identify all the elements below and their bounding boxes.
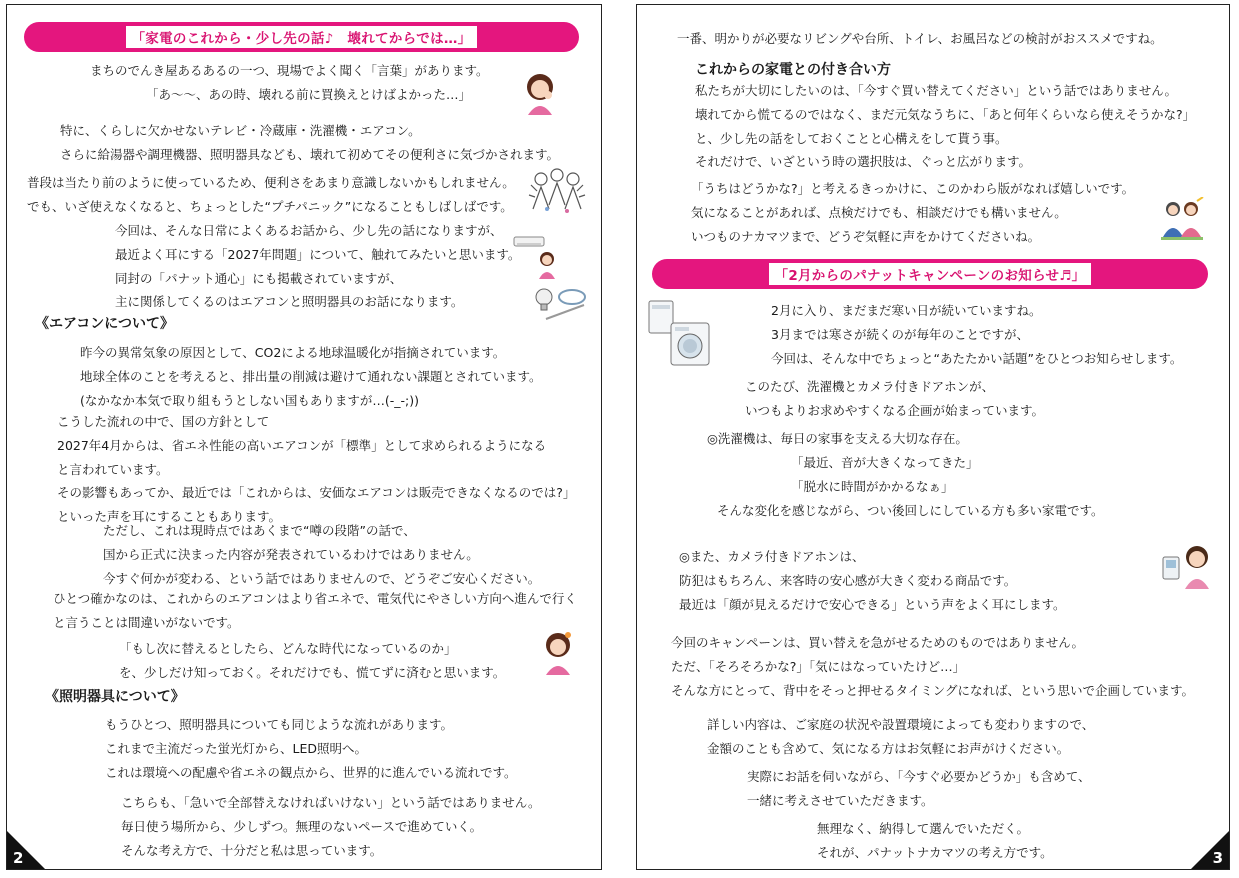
section-banner-campaign [652, 259, 1208, 289]
text-line: 「最近、音が大きくなってきた」 [791, 455, 979, 470]
text-line: 3月までは寒さが続くのが毎年のことですが、 [771, 326, 1029, 342]
text-line: 私たちが大切にしたいのは、「今すぐ買い替えてください」という話ではありません。 [695, 83, 1178, 98]
text-line: 一緒に考えさせていただきます。 [747, 792, 934, 808]
details-paragraph [707, 713, 1094, 761]
climate-paragraph [80, 341, 542, 412]
text-line: といった声を耳にすることもあります。 [57, 509, 282, 525]
purpose-paragraph [671, 631, 1194, 702]
rumor-paragraph [103, 519, 540, 590]
lighting-paragraph [105, 713, 517, 784]
text-line: 2月に入り、まだまだ寒い日が続いていますね。 [771, 303, 1042, 318]
washer-tail [717, 499, 1104, 523]
text-line: 2027年4月からは、省エネ性能の高いエアコンが「標準」として求められるようになる [57, 437, 547, 453]
text-line: その影響もあってか、最近では「これからは、安価なエアコンは販売できなくなるのでは?」 [57, 485, 576, 501]
text-line: 気になることがあれば、点検だけでも、相談だけでも構いません。 [691, 204, 1067, 220]
today-paragraph [115, 219, 520, 314]
page-number-text: 3 [1212, 849, 1223, 867]
policy-paragraph [57, 410, 575, 529]
future-paragraph [695, 79, 1195, 174]
text-line: ただし、これは現時点ではあくまで“噂の段階”の話で、 [103, 523, 416, 538]
text-line: と、少し先の話をしておくことと心構えをして貰う事。 [695, 130, 1008, 146]
text-line: ◎また、カメラ付きドアホンは、 [679, 549, 865, 564]
text-line: 「もし次に替えるとしたら、どんな時代になっているのか」 [119, 641, 457, 656]
text-line: 「脱水に時間がかかるなぁ」 [791, 478, 954, 494]
text-line: ただ、「そろそろかな?」「気にはなっていたけど…」 [671, 658, 966, 674]
text-line: 今回のキャンペーンは、買い替えを急がせるためのものではありません。 [671, 635, 1085, 650]
text-line: と言うことは間違いがないです。 [53, 614, 240, 630]
page-number-text: 2 [13, 849, 24, 867]
banner-title: 「2月からのパナットキャンペーンのお知らせ♬」 [769, 263, 1092, 285]
intro-paragraph [90, 59, 489, 107]
text-line: 「うちはどうかな?」と考えるきっかけに、このかわら版がなれば嬉しいです。 [691, 181, 1135, 196]
text-line: 詳しい内容は、ご家庭の状況や設置環境によっても変わりますので、 [707, 717, 1095, 732]
page-number-3 [1185, 825, 1229, 869]
page-2 [6, 4, 602, 870]
text-line: 最近は「顔が見えるだけで安心できる」という声をよく耳にします。 [679, 596, 1066, 612]
panic-people-icon [527, 165, 587, 217]
text-line: さらに給湯器や調理機器、照明器具なども、壊れて初めてその便利さに気づかされます。 [60, 146, 560, 162]
text-line: いつもよりお求めやすくなる企画が始まっています。 [745, 402, 1045, 418]
text-line: それが、パナットナカマツの考え方です。 [817, 844, 1053, 860]
final-paragraph [817, 817, 1053, 865]
text-line: でも、いざ使えなくなると、ちょっとした“プチパニック”になることもしばしばです。 [27, 198, 513, 214]
text-line: もうひとつ、照明器具についても同じような流れがあります。 [105, 717, 454, 732]
consult-paragraph [747, 765, 1091, 813]
text-line: を、少しだけ知っておく。それだけでも、慌てずに済むと思います。 [119, 664, 506, 680]
text-line: 主に関係してくるのはエアコンと照明器具のお話になります。 [115, 294, 464, 310]
certain-paragraph [53, 587, 577, 635]
next-paragraph [119, 637, 505, 685]
text-line: 今回は、そんな日常によくあるお話から、少し先の話になりますが、 [115, 223, 503, 238]
contact-paragraph [691, 177, 1134, 248]
text-line: いつものナカマツまで、どうぞ気軽に声をかけてくださいね。 [691, 228, 1041, 244]
top-paragraph [677, 27, 1163, 51]
aircon-heading: 《エアコンについて》 [35, 316, 175, 332]
washer-paragraph [707, 427, 968, 451]
doorphone-woman-icon [1161, 543, 1213, 589]
washer-dryer-icon [647, 299, 713, 367]
everyday-paragraph [27, 171, 515, 219]
text-line: (なかなか本気で取り組もうとしない国もありますが…(-_-;)) [80, 392, 419, 408]
campaign-paragraph [745, 375, 1044, 423]
page-number-2 [7, 825, 51, 869]
text-line: 「あ～～、あの時、壊れる前に買換えとけばよかった…」 [146, 86, 472, 102]
text-line: と言われています。 [57, 461, 169, 477]
couple-icon [1159, 197, 1205, 241]
text-line: まちのでんき屋あるあるの一つ、現場でよく聞く「言葉」があります。 [90, 63, 489, 78]
text-line: 実際にお話を伺いながら、「今すぐ必要かどうか」も含めて、 [747, 769, 1091, 784]
lighting-heading: 《照明器具について》 [45, 689, 185, 705]
appliances-paragraph [60, 119, 559, 167]
text-line: 普段は当たり前のように使っているため、便利さをあまり意識しないかもしれません。 [27, 175, 515, 190]
section-banner-future-appliances [24, 22, 579, 52]
text-line: 無理なく、納得して選んでいただく。 [817, 821, 1030, 836]
text-line: これまで主流だった蛍光灯から、LED照明へ。 [105, 740, 367, 756]
text-line: そんな考え方で、十分だと私は思っています。 [121, 842, 383, 858]
future-heading: これからの家電との付き合い方 [695, 62, 891, 78]
text-line: 国から正式に決まった内容が発表されているわけではありません。 [103, 546, 479, 562]
february-paragraph [771, 299, 1182, 370]
text-line: 毎日使う場所から、少しずつ。無理のないペースで進めていく。 [121, 818, 483, 834]
text-line: そんな方にとって、背中をそっと押せるタイミングになれば、という思いで企画しています。 [671, 682, 1195, 698]
thinking-woman-icon [541, 631, 575, 675]
aircon-woman-icon [513, 235, 559, 279]
closing-paragraph [121, 791, 541, 862]
text-line: 地球全体のことを考えると、排出量の削減は避けて通れない課題とされています。 [80, 368, 542, 384]
text-line: 今回は、そんな中でちょっと“あたたかい話題”をひとつお知らせします。 [771, 350, 1183, 366]
washer-quotes [791, 451, 979, 499]
text-line: 今すぐ何かが変わる、という話ではありませんので、どうぞご安心ください。 [103, 570, 541, 586]
text-line: ひとつ確かなのは、これからのエアコンはより省エネで、電気代にやさしい方向へ進んで行く [53, 591, 577, 606]
doorphone-paragraph [679, 545, 1066, 616]
worried-woman-icon [520, 71, 560, 115]
text-line: 壊れてから慌てるのではなく、まだ元気なうちに、「あと何年くらいなら使えそうかな?」 [695, 106, 1196, 122]
led-bulb-fluorescent-icon [532, 285, 590, 323]
text-line: 昨今の異常気象の原因として、CO2による地球温暖化が指摘されています。 [80, 345, 506, 360]
text-line: 特に、くらしに欠かせないテレビ・冷蔵庫・洗濯機・エアコン。 [60, 123, 421, 138]
text-line: このたび、洗濯機とカメラ付きドアホンが、 [745, 379, 995, 394]
text-line: 防犯はもちろん、来客時の安心感が大きく変わる商品です。 [679, 572, 1017, 588]
text-line: そんな変化を感じながら、つい後回しにしている方も多い家電です。 [717, 503, 1104, 518]
text-line: こうした流れの中で、国の方針として [57, 414, 270, 429]
text-line: 最近よく耳にする「2027年問題」について、触れてみたいと思います。 [115, 246, 521, 262]
page-3 [636, 4, 1230, 870]
text-line: 金額のことも含めて、気になる方はお気軽にお声がけください。 [707, 740, 1070, 756]
text-line: それだけで、いざという時の選択肢は、ぐっと広がります。 [695, 154, 1032, 170]
text-line: ◎洗濯機は、毎日の家事を支える大切な存在。 [707, 431, 968, 446]
text-line: 一番、明かりが必要なリビングや台所、トイレ、お風呂などの検討がおススメですね。 [677, 31, 1163, 46]
text-line: こちらも、「急いで全部替えなければいけない」という話ではありません。 [121, 795, 541, 810]
banner-title: 「家電のこれから・少し先の話♪ 壊れてからでは…」 [126, 26, 478, 48]
text-line: これは環境への配慮や省エネの観点から、世界的に進んでいる流れです。 [105, 764, 517, 780]
text-line: 同封の「パナット通心」にも掲載されていますが、 [115, 270, 403, 286]
